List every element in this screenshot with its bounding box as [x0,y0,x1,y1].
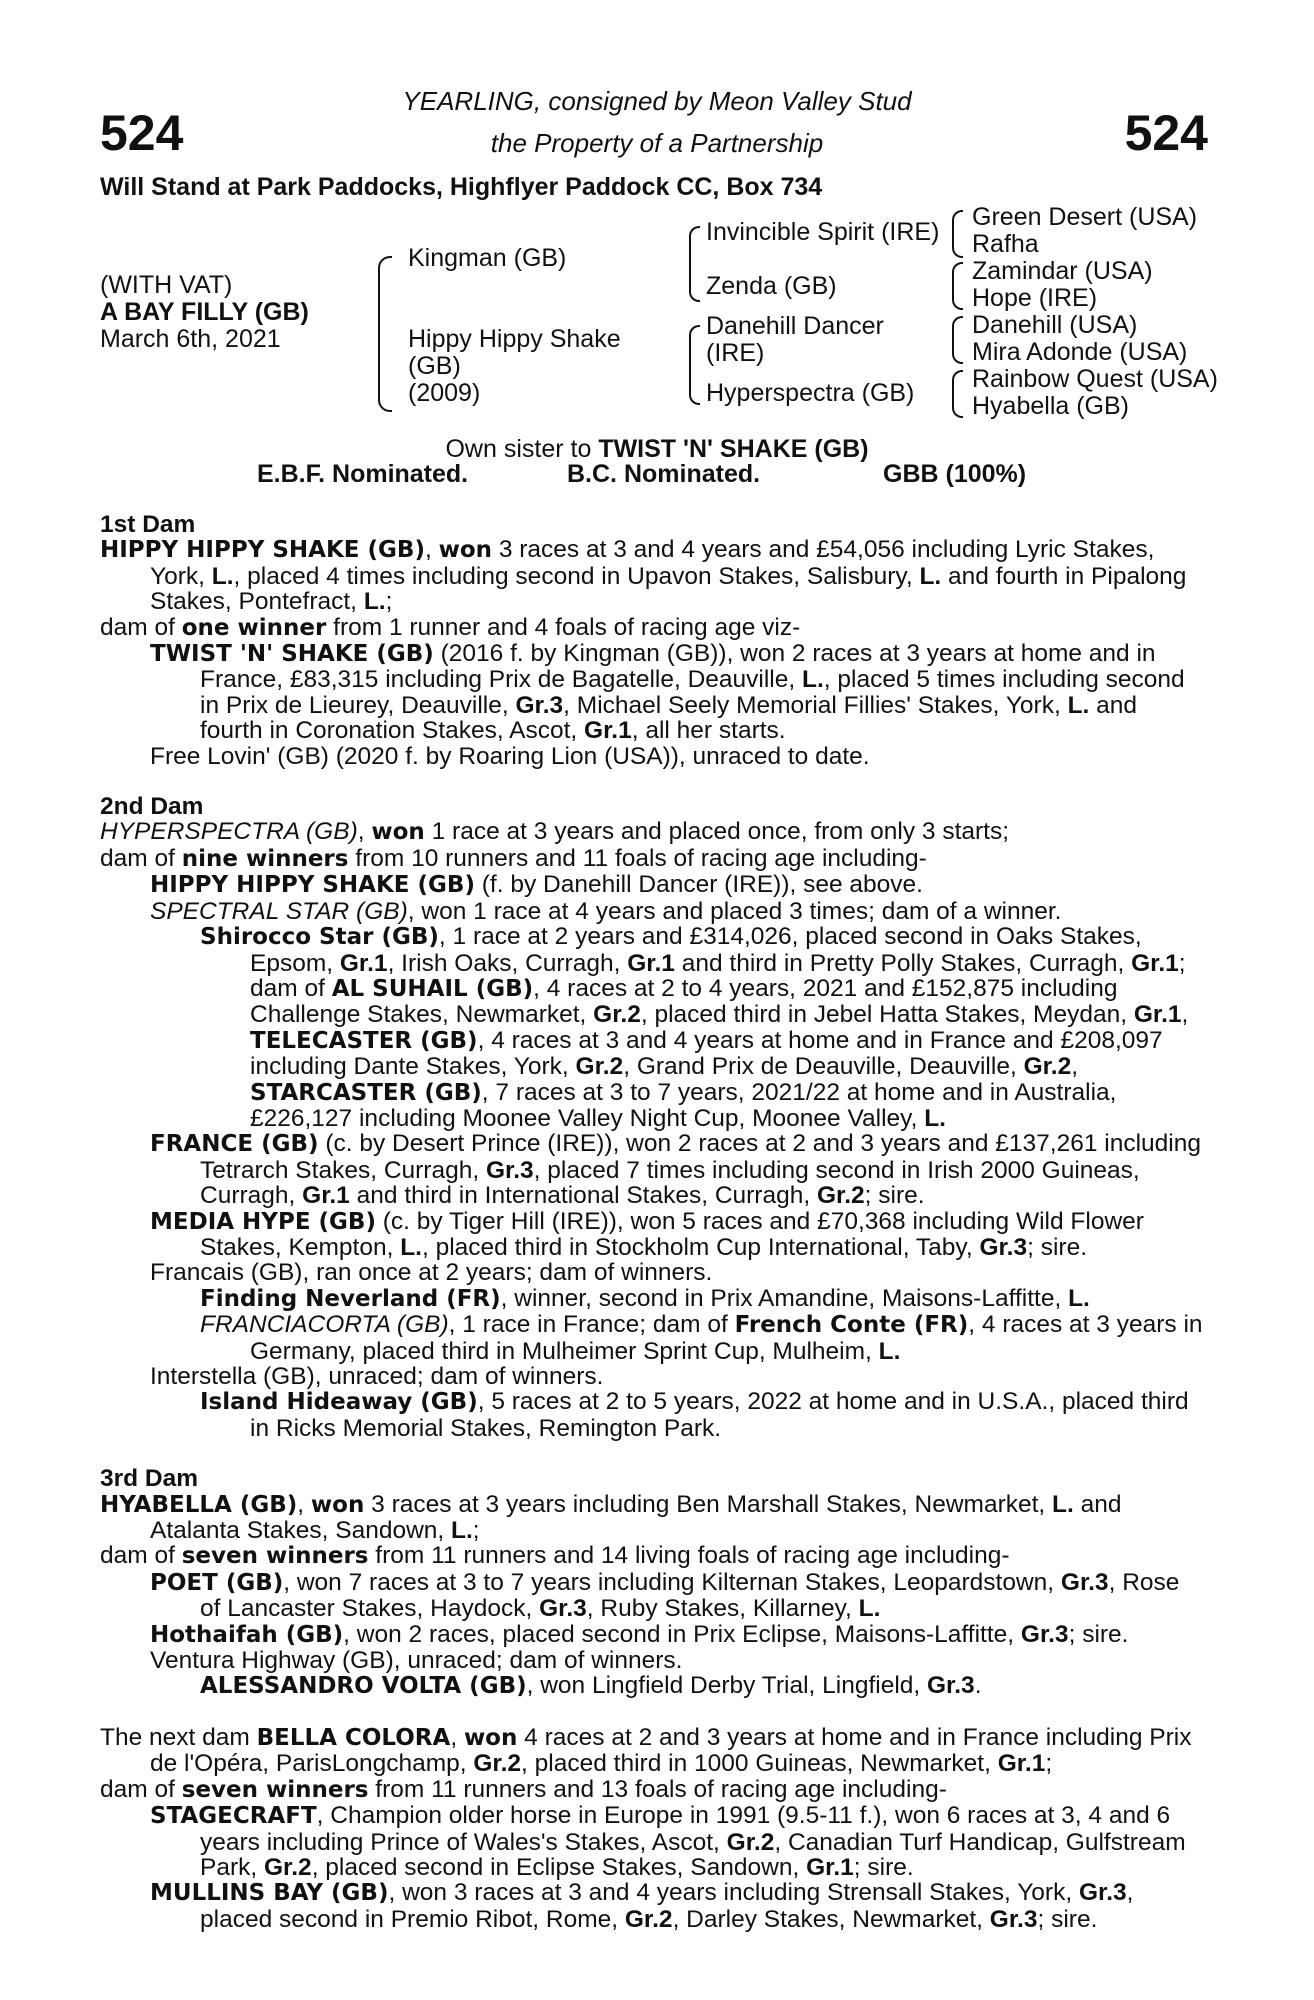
foaling-date: March 6th, 2021 [100,325,281,353]
third-dam-heading: 3rd Dam [100,1465,199,1493]
gen3-green-desert: Green Desert (USA) [972,203,1198,231]
entry-free-lovin: Free Lovin' (GB) (2020 f. by Roaring Lion (USA)), unraced to date. [150,742,870,770]
entry-island-hideaway: Island Hideaway (GB), 5 races at 2 to 5 years, 2022 at home and in U.S.A., placed third in Ricks Memorial Stakes, Remington Park. [200,1388,1189,1442]
entry-mullins-bay: MULLINS BAY (GB), won 3 races at 3 and 4 years including Strensall Stakes, York, Gr.3, placed second in Premio Ribot, Rome, Gr.2, Darley Stakes, Newmarket, Gr.3; sire. [150,1879,1134,1933]
dam-of-dam: Hyperspectra (GB) [706,379,915,407]
entry-spectral-star: SPECTRAL STAR (GB), won 1 race at 4 years and placed 3 times; dam of a winner. [150,897,1062,925]
brace-gen3-4 [952,370,963,418]
gbb-rating: GBB (100%) [883,460,1027,488]
entry-twist-n-shake: TWIST 'N' SHAKE (GB) (2016 f. by Kingman (GB)), won 2 races at 3 years at home and in France, £83,315 including Prix de Bagatelle, Deauville, L., placed 5 times including second in Prix de Lieurey, Deauville, Gr.3, Michael Seely Memorial Fillies' Stakes, York, L. and fourth in Coronation Stakes, Ascot, Gr.1, all her starts. [150,640,1185,745]
dam-line-2: (GB) [408,352,461,380]
sire-of-dam-line-2: (IRE) [706,339,765,367]
sire-of-dam-line-1: Danehill Dancer [706,312,884,340]
entry-alessandro-volta: ALESSANDRO VOLTA (GB), won Lingfield Derby Trial, Lingfield, Gr.3. [200,1672,982,1700]
entry-hothaifah: Hothaifah (GB), won 2 races, placed second in Prix Eclipse, Maisons-Laffitte, Gr.3; sire. [150,1620,1129,1648]
lot-number-right: 524 [1124,105,1208,161]
entry-interstella: Interstella (GB), unraced; dam of winners. [150,1363,604,1390]
entry-media-hype: MEDIA HYPE (GB) (c. by Tiger Hill (IRE)), won 5 races and £70,368 including Wild Flower Stakes, Kempton, L., placed third in Stockholm Cup International, Taby, Gr.3; sire. [150,1207,1144,1261]
gen3-zamindar: Zamindar (USA) [972,257,1153,285]
sire-brace [689,226,700,302]
first-dam-produce: dam of one winner from 1 runner and 4 foals of racing age viz- [100,613,801,641]
sire-of-sire: Invincible Spirit (IRE) [706,218,940,246]
dam-brace [689,325,700,405]
entry-france: FRANCE (GB) (c. by Desert Prince (IRE)), won 2 races at 2 and 3 years and £137,261 including Tetrarch Stakes, Curragh, Gr.3, placed 7 times including second in Irish 2000 Guineas, Curragh, Gr.1 and third in International Stakes, Curragh, Gr.2; sire. [150,1130,1201,1210]
brace-gen3-3 [952,316,963,364]
third-dam-entry: HYABELLA (GB), won 3 races at 3 years including Ben Marshall Stakes, Newmarket, L. and Atalanta Stakes, Sandown, L.; [100,1490,1122,1545]
entry-hippy-hippy-shake: HIPPY HIPPY SHAKE (GB) (f. by Danehill Dancer (IRE)), see above. [150,871,923,899]
bc-nominated: B.C. Nominated. [567,460,761,488]
entry-finding-neverland: Finding Neverland (FR), winner, second in Prix Amandine, Maisons-Laffitte, L. [200,1284,1090,1312]
property-line: the Property of a Partnership [490,128,824,158]
entry-shirocco-star: Shirocco Star (GB), 1 race at 2 years and £314,026, placed second in Oaks Stakes, Epsom, Gr.1, Irish Oaks, Curragh, Gr.1 and third in Pretty Polly Stakes, Curragh, Gr.1; dam of AL SUHAIL (GB), 4 races at 2 to 4 years, 2021 and £152,875 including Challenge Stakes, Newmarket, Gr.2, placed third in Jebel Hatta Stakes, Meydan, Gr.1, TELECASTER (GB), 4 races at 3 and 4 years at home and in France and £208,097 including Dante Stakes, York, Gr.2, Grand Prix de Deauville, Deauville, Gr.2, STARCASTER (GB), 7 races at 3 to 7 years, 2021/22 at home and in Australia, £226,127 including Moonee Valley Night Cup, Moonee Valley, L. [200,923,1189,1132]
dam-line-3: (2009) [408,379,481,407]
brace-gen3-1 [952,210,963,258]
entry-poet: POET (GB), won 7 races at 3 to 7 years including Kilternan Stakes, Leopardstown, Gr.3, Rose of Lancaster Stakes, Haydock, Gr.3, Ruby Stakes, Killarney, L. [150,1568,1180,1623]
second-dam-produce: dam of nine winners from 10 runners and 11 foals of racing age including- [100,844,927,872]
sire: Kingman (GB) [408,244,567,272]
next-dam-entry: The next dam BELLA COLORA, won 4 races at 2 and 3 years at home and in France including Prix de l'Opéra, ParisLongchamp, Gr.2, placed third in 1000 Guineas, Newmarket, Gr.1; [100,1723,1192,1778]
gen3-hope: Hope (IRE) [972,284,1098,312]
brace-gen3-2 [952,262,963,310]
pedigree-page-body [100,512,1205,1932]
gen3-rainbow-quest: Rainbow Quest (USA) [972,365,1218,393]
gen3-rafha: Rafha [972,230,1039,258]
third-dam-produce: dam of seven winners from 11 runners and 14 living foals of racing age including- [100,1542,1010,1570]
ebf-nominated: E.B.F. Nominated. [257,460,469,488]
second-dam-heading: 2nd Dam [100,793,204,821]
gen3-mira-adonde: Mira Adonde (USA) [972,338,1188,366]
dam-of-sire: Zenda (GB) [706,272,837,300]
gen3-hyabella: Hyabella (GB) [972,392,1129,420]
first-dam-heading: 1st Dam [100,511,196,538]
standing-location: Will Stand at Park Paddocks, Highflyer Paddock CC, Box 734 [100,173,823,201]
dam-line-1: Hippy Hippy Shake [408,325,621,353]
first-dam-entry: HIPPY HIPPY SHAKE (GB), won 3 races at 3 and 4 years and £54,056 including Lyric Stakes, York, L., placed 4 times including second in Upavon Stakes, Salisbury, L. and fourth in Pipalong Stakes, Pontefract, L.; [100,536,1187,616]
pedigree-brace [378,256,392,412]
consignor-line: YEARLING, consigned by Meon Valley Stud [402,86,912,116]
entry-stagecraft: STAGECRAFT, Champion older horse in Europe in 1991 (9.5-11 f.), won 6 races at 3, 4 and 6 years including Prince of Wales's Stakes, Ascot, Gr.2, Canadian Turf Handicap, Gulfstream Park, Gr.2, placed second in Eclipse Stakes, Sandown, Gr.1; sire. [150,1802,1186,1881]
next-dam-produce: dam of seven winners from 11 runners and 13 foals of racing age including- [100,1775,947,1803]
gen3-danehill: Danehill (USA) [972,311,1138,339]
entry-franciacorta: FRANCIACORTA (GB), 1 race in France; dam of French Conte (FR), 4 races at 3 years in Germany, placed third in Mulheimer Sprint Cup, Mulheim, L. [200,1311,1203,1365]
second-dam-entry: HYPERSPECTRA (GB), won 1 race at 3 years and placed once, from only 3 starts; [100,818,1010,846]
entry-ventura-highway: Ventura Highway (GB), unraced; dam of winners. [150,1647,683,1675]
vat-label: (WITH VAT) [100,271,233,299]
horse-description: A BAY FILLY (GB) [100,298,309,326]
entry-francais: Francais (GB), ran once at 2 years; dam of winners. [150,1259,713,1287]
lot-number-left: 524 [100,105,184,161]
own-sister-line: Own sister to TWIST 'N' SHAKE (GB) [445,435,869,463]
